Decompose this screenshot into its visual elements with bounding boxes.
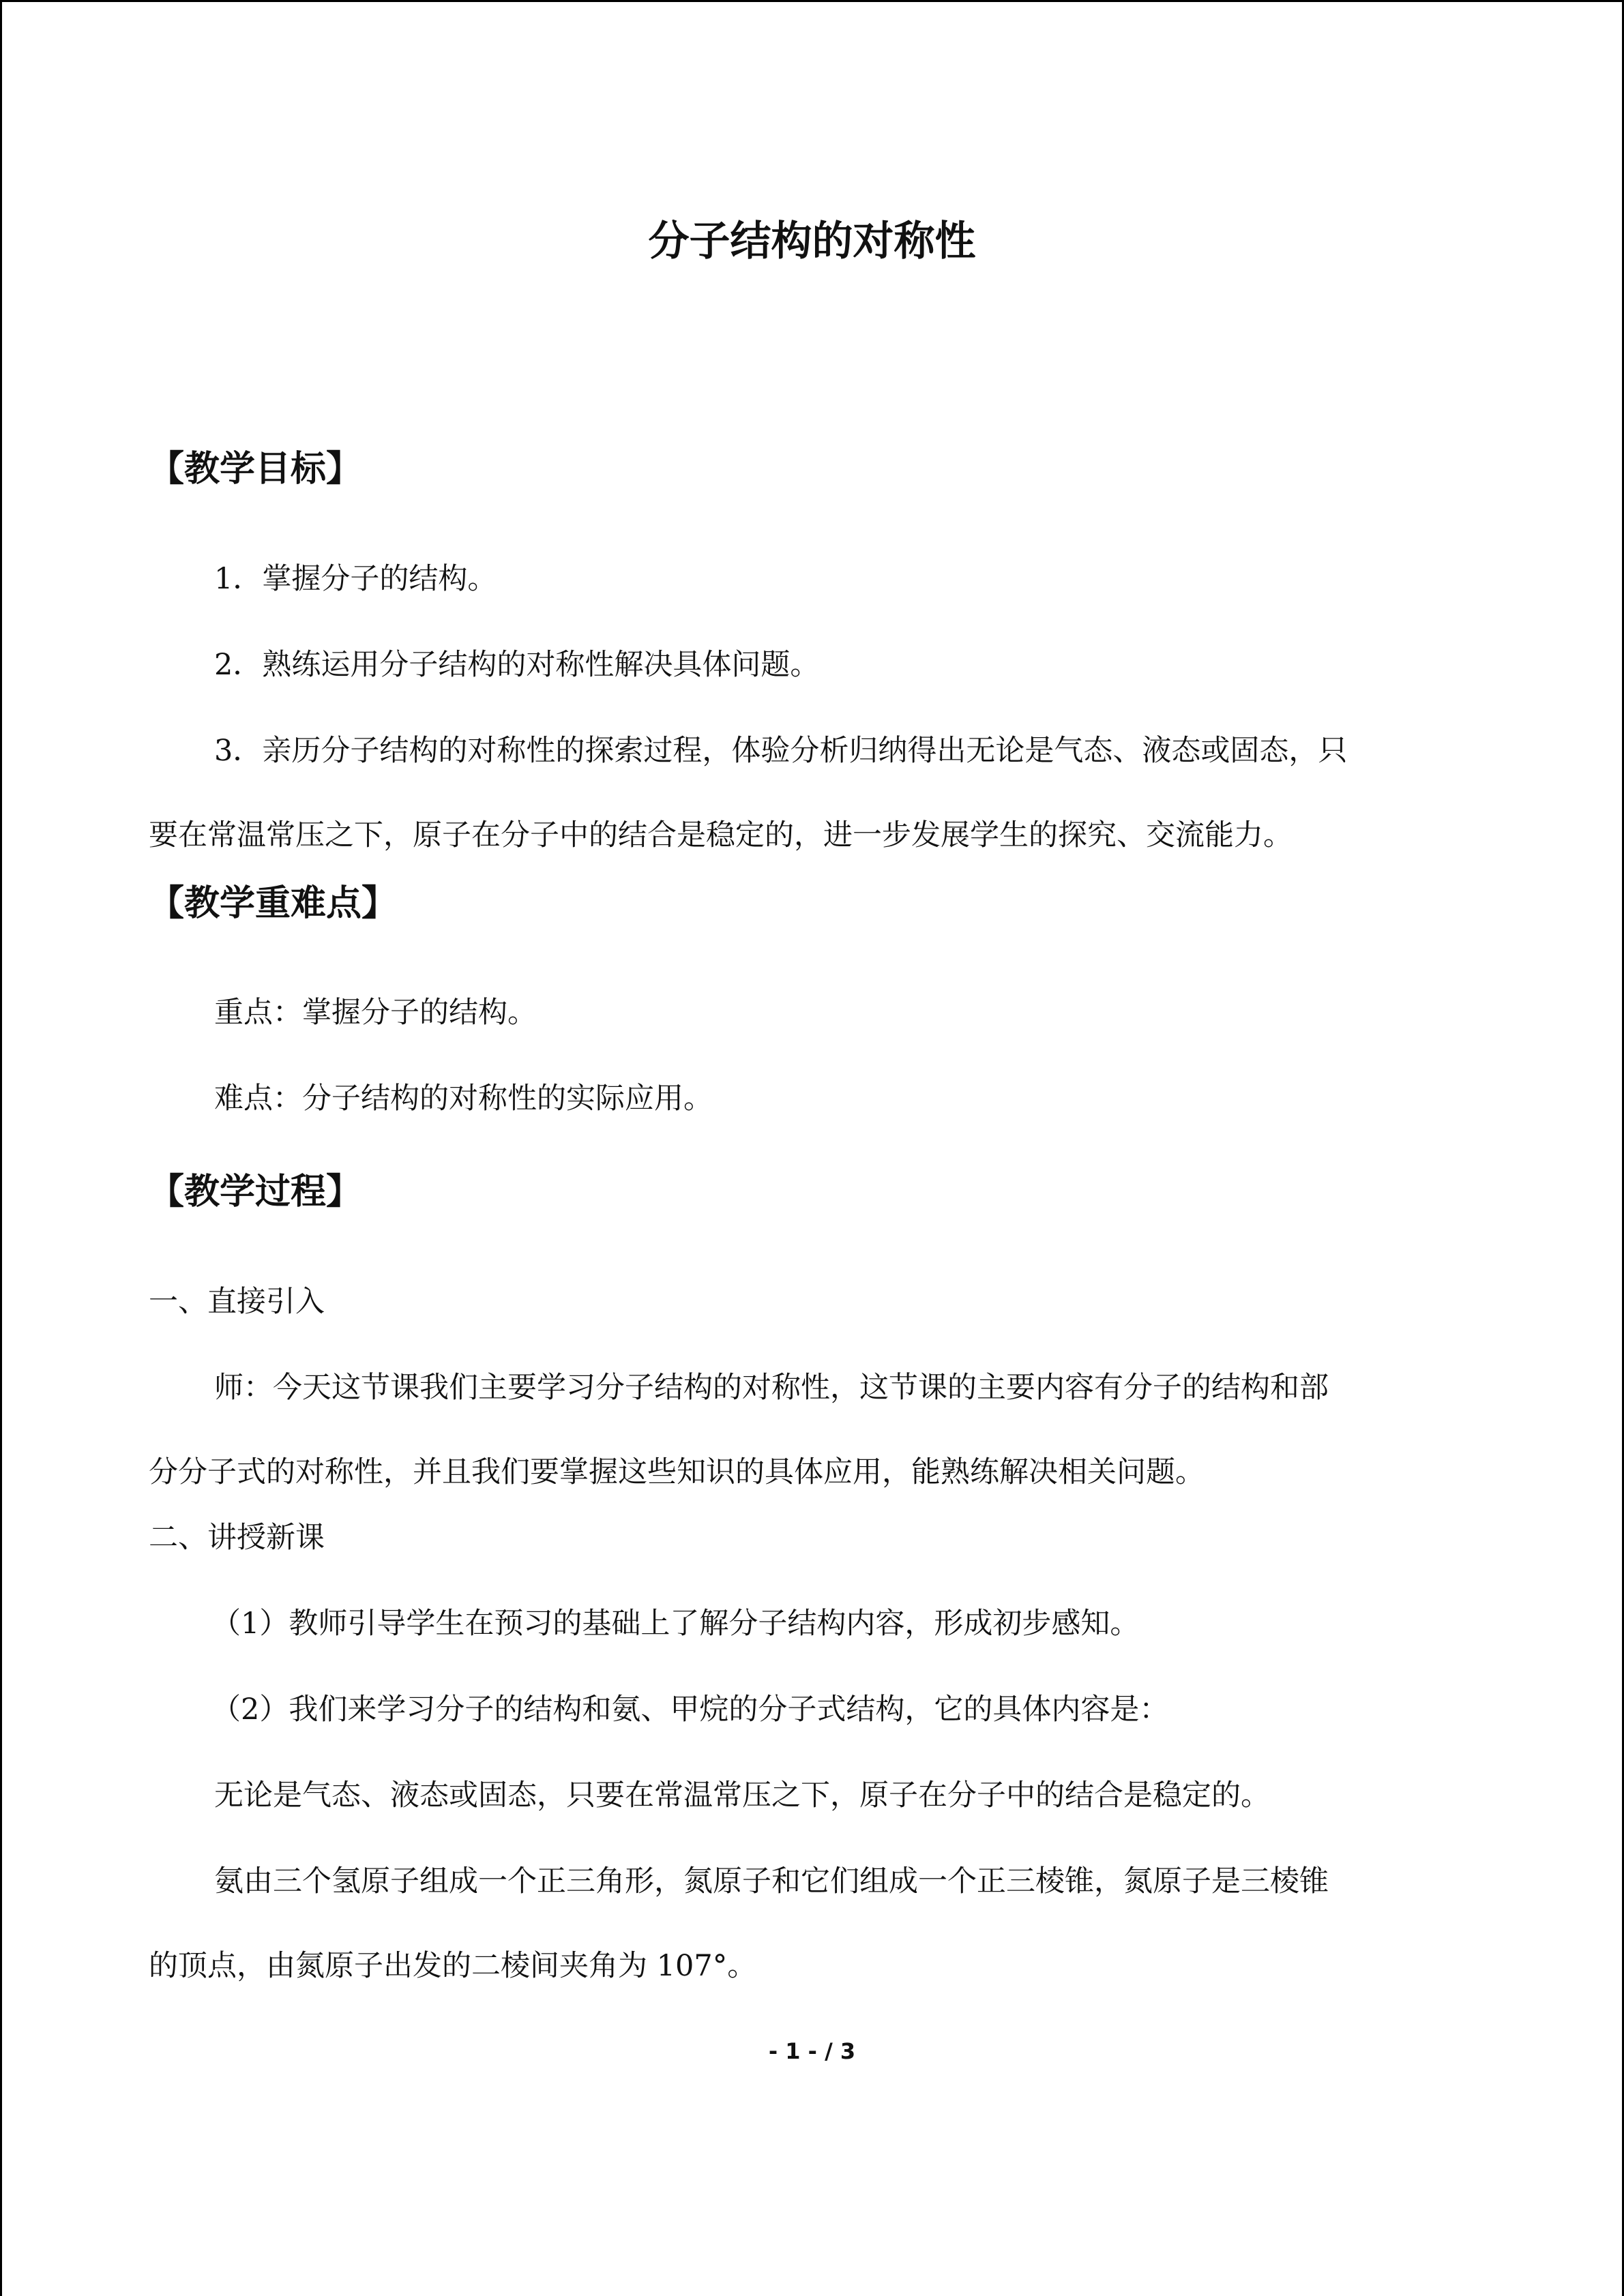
difficulty-item: 难点：分子结构的对称性的实际应用。: [214, 1082, 713, 1116]
part2-item-1: （1）教师引导学生在预习的基础上了解分子结构内容，形成初步感知。: [211, 1607, 1140, 1641]
part2-text-line-1: 氨由三个氢原子组成一个正三角形，氮原子和它们组成一个正三棱锥，氮原子是三棱锥: [214, 1864, 1329, 1898]
objective-item-2: 2．熟练运用分子结构的对称性解决具体问题。: [214, 648, 820, 682]
page-number: - 1 - / 3: [768, 2038, 856, 2064]
key-points-heading: 【教学重难点】: [149, 883, 398, 924]
part1-text-line-1: 师：今天这节课我们主要学习分子结构的对称性，这节课的主要内容有分子的结构和部: [214, 1371, 1329, 1405]
objective-item-3: [149, 731, 1479, 855]
process-heading: 【教学过程】: [149, 1172, 362, 1212]
part1-title: 一、直接引入: [149, 1285, 325, 1319]
key-point-item: 重点：掌握分子的结构。: [214, 996, 537, 1030]
objective-item-1: 1．掌握分子的结构。: [214, 562, 497, 596]
part2-item-2: （2）我们来学习分子的结构和氨、甲烷的分子式结构，它的具体内容是：: [211, 1693, 1169, 1727]
part2-text-line-2: 的顶点，由氮原子出发的二棱间夹角为 107°。: [149, 1949, 757, 1983]
part2-item-3: 无论是气态、液态或固态，只要在常温常压之下，原子在分子中的结合是稳定的。: [214, 1778, 1270, 1813]
part2-title: 二、讲授新课: [149, 1521, 325, 1555]
objectives-heading: 【教学目标】: [149, 449, 362, 490]
part2-text: [149, 1862, 1479, 1986]
document-title: 分子结构的对称性: [648, 218, 976, 265]
objective-item-3-line-2: 要在常温常压之下，原子在分子中的结合是稳定的，进一步发展学生的探究、交流能力。: [149, 818, 1293, 852]
part1-text: [149, 1368, 1479, 1492]
part1-text-line-2: 分分子式的对称性，并且我们要掌握这些知识的具体应用，能熟练解决相关问题。: [149, 1455, 1205, 1489]
objective-item-3-line-1: 3．亲历分子结构的对称性的探索过程，体验分析归纳得出无论是气态、液态或固态，只: [214, 734, 1348, 768]
